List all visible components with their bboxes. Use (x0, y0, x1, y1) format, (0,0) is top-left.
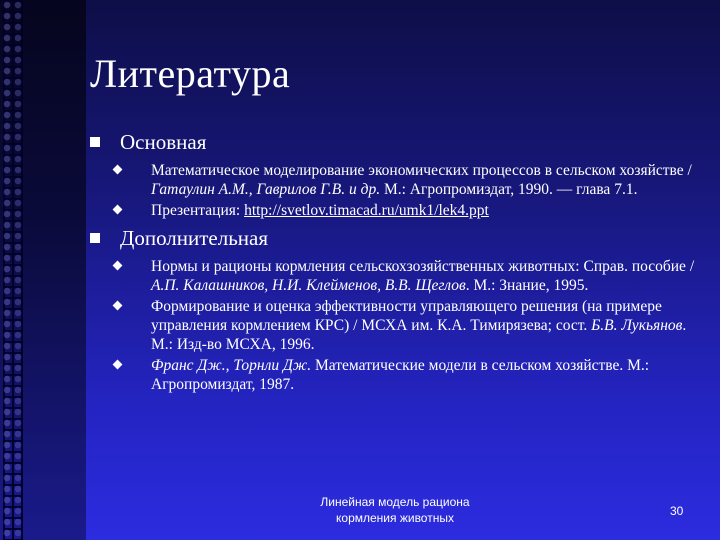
list-item-text: . М.: Изд-во МСХА, 1996. (151, 317, 687, 353)
page-number: 30 (670, 504, 684, 518)
section-heading-text: Основная (120, 130, 207, 154)
slide-title: Литература (90, 51, 291, 96)
list-item (90, 201, 700, 220)
list-item-authors: Гатаулин А.М., Гаврилов Г.В. и др. (151, 181, 381, 198)
diamond-bullet-icon (113, 165, 123, 175)
list-item (90, 356, 700, 394)
presentation-link[interactable]: http://svetlov.timacad.ru/umk1/lek4.ppt (244, 202, 489, 219)
list-item-authors: А.П. Калашников, Н.И. Клейменов, В.В. Щеглов (151, 277, 466, 294)
footer-line-2: кормления животных (336, 511, 454, 525)
list-item-text: Нормы и рационы кормления сельскохзозяйственных животных: Справ. пособие / (151, 258, 695, 275)
diamond-bullet-icon (113, 360, 123, 370)
list-item-authors: Б.В. Лукьянов (591, 317, 683, 334)
list-item (90, 257, 700, 295)
slide-footer (290, 494, 500, 526)
list-item-text: Математическое моделирование экономических процессов в сельском хозяйстве / (151, 162, 692, 179)
list-item-text: Презентация: (151, 202, 245, 219)
section-additional-list (90, 257, 700, 394)
list-item-authors: Франс Дж., Торнли Дж. (151, 357, 312, 374)
list-item-text: Формирование и оценка эффективности управляющего решения (на примере управления кормлением КРС) / МСХА им. К.А. Тимирязева; сост. (151, 298, 662, 334)
slide-content (90, 130, 700, 400)
section-heading-additional (90, 226, 700, 251)
section-heading-text: Дополнительная (120, 226, 269, 250)
list-item (90, 161, 700, 199)
list-item-text: Математические модели в сельском хозяйстве. М.: Агропромиздат, 1987. (151, 357, 650, 393)
square-bullet-icon (90, 137, 100, 147)
list-item-text: . М.: Знание, 1995. (465, 277, 589, 294)
list-item (90, 297, 700, 354)
footer-line-1: Линейная модель рациона (320, 495, 470, 509)
decorative-dot-grid (3, 0, 25, 540)
section-main-list (90, 161, 700, 220)
diamond-bullet-icon (113, 301, 123, 311)
diamond-bullet-icon (113, 205, 123, 215)
section-heading-main (90, 130, 700, 155)
diamond-bullet-icon (113, 261, 123, 271)
square-bullet-icon (90, 233, 100, 243)
list-item-text: М.: Агропромиздат, 1990. — глава 7.1. (380, 181, 638, 198)
